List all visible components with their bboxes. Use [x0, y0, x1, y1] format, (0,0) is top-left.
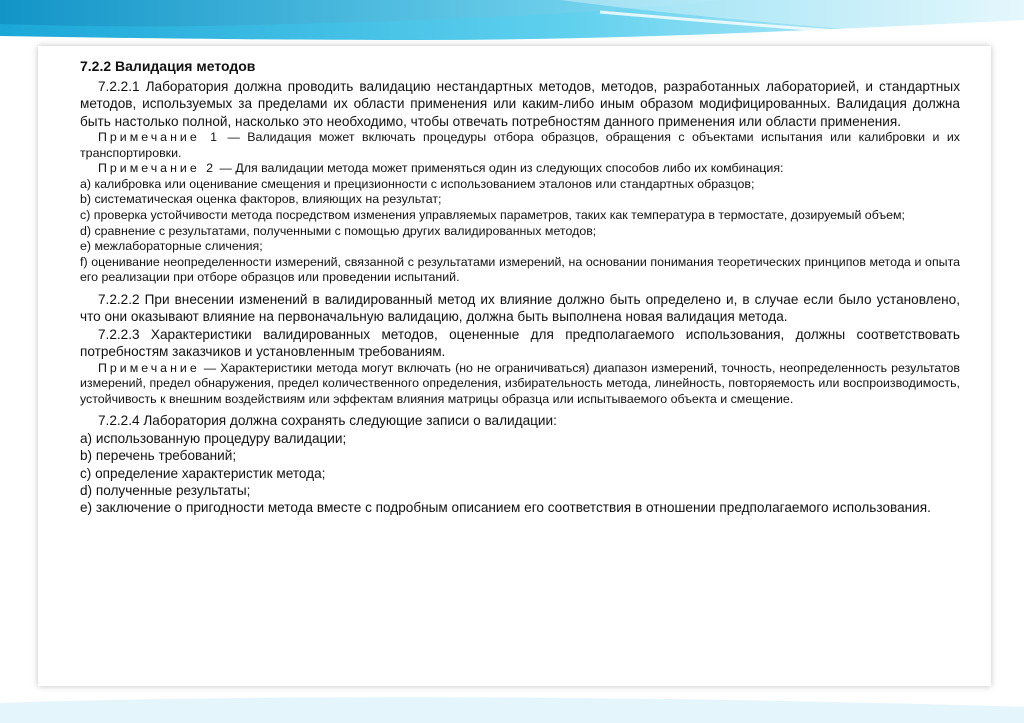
paragraph-7-2-2-4: 7.2.2.4 Лаборатория должна сохранять следующие записи о валидации:: [98, 413, 557, 429]
records-item-b: b) перечень требований;: [80, 448, 237, 464]
document-page: [38, 46, 991, 686]
paragraph-7-2-2-2: 7.2.2.2 При внесении изменений в валидированный метод их влияние должно быть определено и, в случае если было установлено, что они оказывают влияние на первоначальную валидацию, должна быть выполнена новая валидация метода.: [80, 291, 960, 325]
records-item-a: a) использованную процедуру валидации;: [80, 430, 347, 446]
records-item-c: c) определение характеристик метода;: [80, 465, 326, 481]
note-2-text: — Для валидации метода может применяться один из следующих способов либо их комбинация:: [216, 161, 784, 176]
note-1: [80, 130, 960, 161]
note-2: [80, 161, 960, 177]
note-2-item-f: f) оценивание неопределенности измерений, связанной с результатами измерений, на основании понимания теоретических принципов метода и опыта его реализации при отборе образцов или проведении испытаний.: [80, 254, 960, 285]
document-content: [80, 58, 960, 517]
note-3: [80, 361, 960, 408]
records-item-e: e) заключение о пригодности метода вместе с подробным описанием его соответствия в отношении предполагаемого использования.: [80, 500, 931, 516]
section-heading: 7.2.2 Валидация методов: [80, 58, 256, 74]
note-2-item-e: e) межлабораторные сличения;: [80, 239, 263, 254]
note-2-label: Примечание 2: [98, 161, 217, 176]
note-1-text: — Валидация может включать процедуры отбора образцов, обращения с объектами испытания или калибровки и их транспортировки.: [80, 130, 960, 160]
note-1-label: Примечание 1: [98, 130, 221, 145]
note-2-item-c: c) проверка устойчивости метода посредством изменения управляемых параметров, таких как температура в термостате, дозируемый объем;: [80, 207, 905, 222]
records-item-d: d) полученные результаты;: [80, 482, 251, 498]
paragraph-7-2-2-1: 7.2.2.1 Лаборатория должна проводить валидацию нестандартных методов, методов, разработанных лабораторией, и стандартных методов, используемых за пределами их области применения или каким-либо иным образом модифицированных. Валидация должна быть настолько полной, насколько это необходимо, чтобы отвечать потребностям данного применения или области применения.: [80, 78, 960, 129]
note-3-label: Примечание: [98, 360, 200, 375]
note-2-item-d: d) сравнение с результатами, полученными с помощью других валидированных методов;: [80, 223, 597, 238]
note-2-item-b: b) систематическая оценка факторов, влияющих на результат;: [80, 192, 442, 207]
note-2-item-a: a) калибровка или оценивание смещения и прецизионности с использованием эталонов или стандартных образцов;: [80, 176, 755, 191]
paragraph-7-2-2-3: 7.2.2.3 Характеристики валидированных методов, оцененные для предполагаемого использования, должны соответствовать потребностям заказчиков и установленным требованиям.: [80, 326, 960, 360]
note-3-text: — Характеристики метода могут включать (но не ограничиваться) диапазон измерений, точность, неопределенность результатов измерений, предел обнаружения, предел количественного определения, избирательность метода, линейность, повторяемость или воспроизводимость, устойчивость к внешним воздействиям или эффектам влияния матрицы образца или испытываемого объекта и смещение.: [80, 360, 960, 406]
